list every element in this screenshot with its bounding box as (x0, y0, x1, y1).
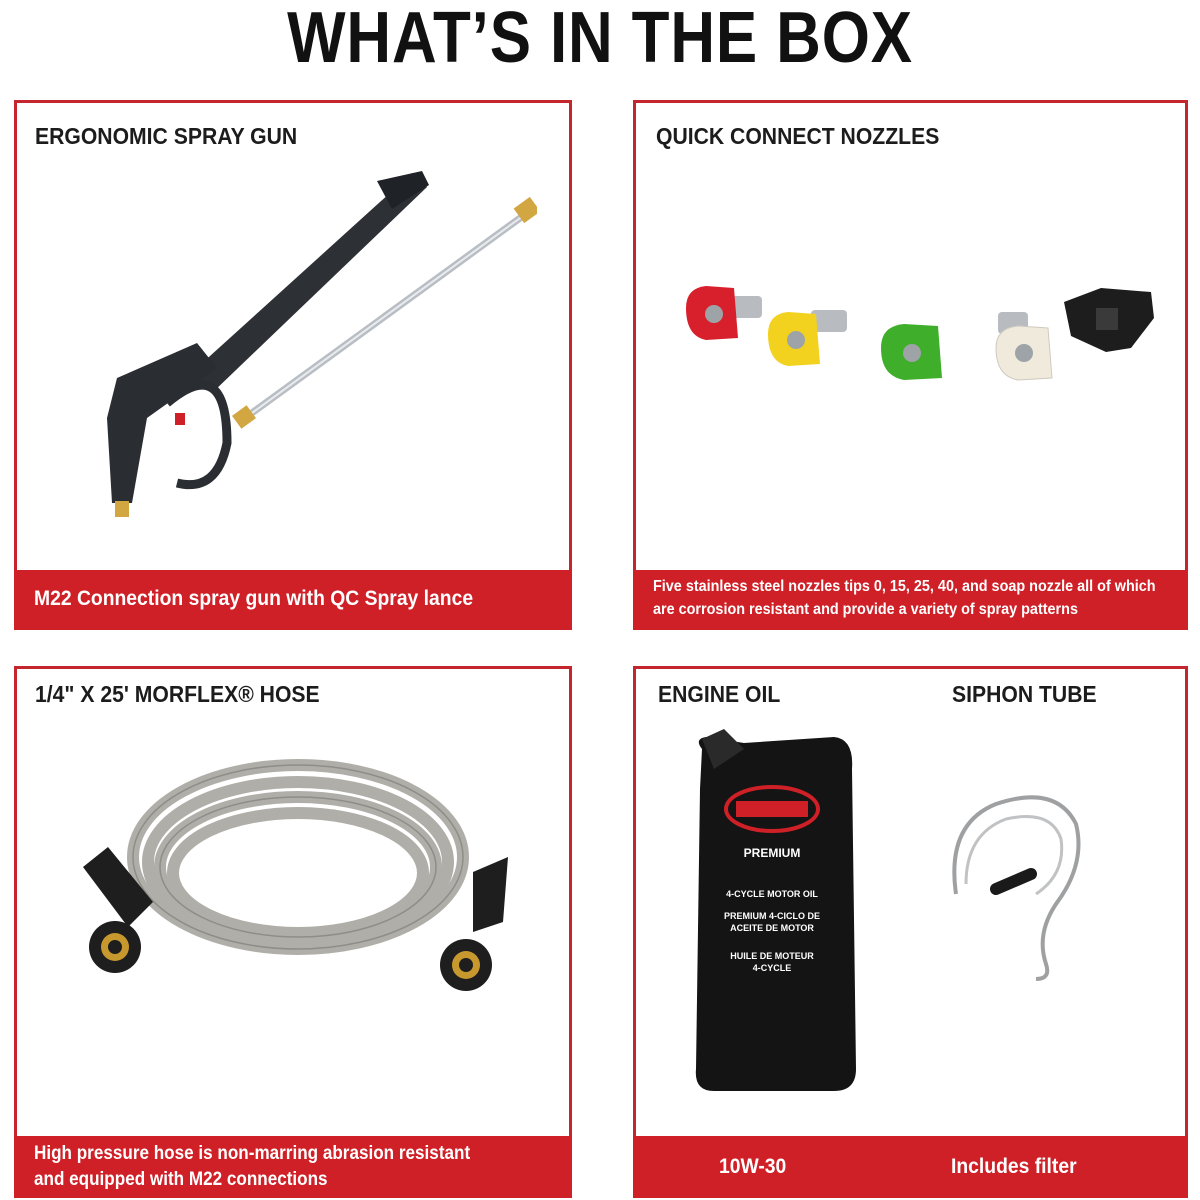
oil-label-line-4: HUILE DE MOTEUR (730, 951, 814, 961)
caption-siphon-tube: Includes filter (951, 1155, 1077, 1178)
card-hose (14, 666, 572, 1198)
oil-label-line-5: 4-CYCLE (752, 963, 792, 973)
caption-banner (633, 570, 1188, 630)
card-oil-and-siphon (633, 666, 1188, 1198)
card-title: ERGONOMIC SPRAY GUN (35, 123, 298, 149)
black-soap-nozzle-icon (1064, 288, 1154, 352)
caption-line-1: Five stainless steel nozzles tips 0, 15, 25, 40, and soap nozzle all of which (653, 578, 1156, 595)
card-title-engine-oil: ENGINE OIL (658, 681, 781, 707)
siphon-tube-illustration (936, 784, 1096, 984)
caption-banner (14, 570, 572, 630)
oil-premium-text: PREMIUM (743, 846, 801, 860)
nozzle-tips-illustration (676, 278, 1176, 398)
caption-line-1: High pressure hose is non-marring abrasion resistant (34, 1143, 471, 1164)
card-nozzles (633, 100, 1188, 630)
card-title: 1/4" X 25' MORFLEX® HOSE (35, 681, 320, 707)
caption-line-2: are corrosion resistant and provide a variety of spray patterns (653, 601, 1078, 618)
caption-banner (14, 1136, 572, 1198)
caption-banner (633, 1136, 1188, 1198)
green-nozzle-icon (881, 324, 942, 380)
page-title: WHAT’S IN THE BOX (287, 0, 913, 78)
red-nozzle-icon (686, 286, 762, 340)
card-title-siphon-tube: SIPHON TUBE (952, 681, 1097, 707)
white-nozzle-icon (996, 312, 1052, 380)
engine-oil-pouch-illustration (684, 729, 864, 1099)
oil-label-line-3: ACEITE DE MOTOR (730, 923, 814, 933)
card-spray-gun (14, 100, 572, 630)
oil-label-line-1: 4-CYCLE MOTOR OIL (726, 889, 818, 899)
oil-label-line-2: PREMIUM 4-CICLO DE (723, 911, 821, 921)
spray-gun-illustration (77, 163, 537, 523)
yellow-nozzle-icon (768, 310, 847, 366)
card-title: QUICK CONNECT NOZZLES (656, 123, 940, 149)
caption-line-2: and equipped with M22 connections (34, 1169, 328, 1190)
coiled-hose-illustration (63, 747, 533, 1007)
caption-engine-oil: 10W-30 (719, 1155, 787, 1178)
caption-text: M22 Connection spray gun with QC Spray lance (34, 587, 474, 610)
